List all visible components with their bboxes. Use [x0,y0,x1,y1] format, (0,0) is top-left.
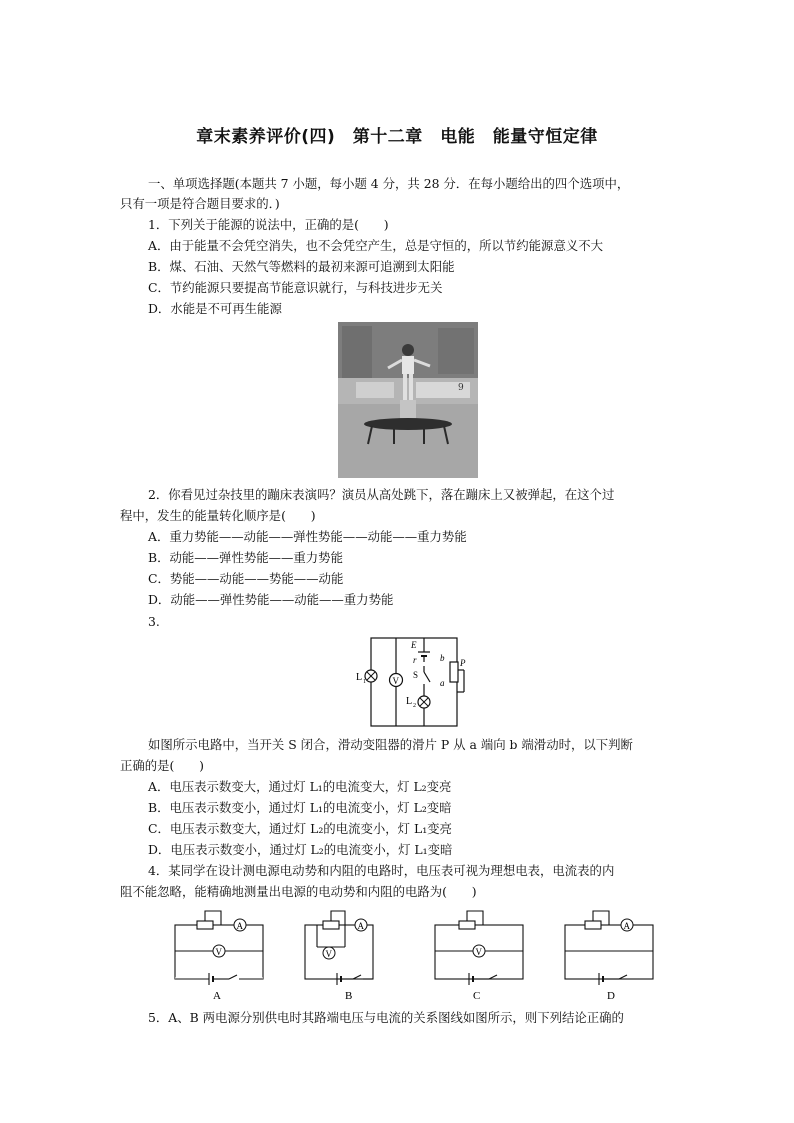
q4-b-ammeter-label: A [357,921,364,931]
section-heading-line2: 只有一项是符合题目要求的．) [120,196,280,211]
q4-b-voltmeter-label: V [325,949,332,959]
label-e: E [411,640,417,650]
q1-option-b: B．煤、石油、天然气等燃料的最初来源可追溯到太阳能 [148,259,455,274]
q5-stem: 5．A、B 两电源分别供电时其路端电压与电流的关系图线如图所示，则下列结论正确的 [148,1010,624,1025]
label-l1: L [356,672,363,683]
q2-stem-line2: 程中，发生的能量转化顺序是( ) [120,508,316,523]
label-l1-sub: 1 [363,679,366,685]
q3-option-b: B．电压表示数变小，通过灯 L₁的电流变小，灯 L₂变暗 [148,800,452,815]
q4-circuit-options [165,905,665,1005]
q3-option-d: D．电压表示数变小，通过灯 L₂的电流变小，灯 L₁变暗 [148,842,453,857]
photo-banner-text: 9 [458,383,464,393]
label-a: a [440,678,445,688]
q4-label-d: D [607,990,615,1002]
q4-label-b: B [345,990,353,1002]
rheostat-icon [450,662,458,682]
q2-option-a: A．重力势能——动能——弹性势能——动能——重力势能 [148,529,467,544]
q3-stem-line2: 正确的是( ) [120,758,205,773]
label-b: b [440,653,445,663]
q4-circuit-d [565,911,653,985]
q3-circuit-diagram [356,630,466,730]
q1-option-d: D．水能是不可再生能源 [148,301,282,316]
q4-stem-line1: 4．某同学在设计测电源电动势和内阻的电路时，电压表可视为理想电表，电流表的内 [148,863,615,878]
label-l2: L [406,696,413,707]
q3-number: 3. [148,614,160,629]
q4-c-voltmeter-label: V [475,947,482,957]
q2-option-b: B．动能——弹性势能——重力势能 [148,550,343,565]
q4-stem-line2: 阻不能忽略，能精确地测量出电源的电动势和内阻的电路为( ) [120,884,477,899]
q3-option-c: C．电压表示数变大，通过灯 L₂的电流变小，灯 L₁变亮 [148,821,452,836]
q2-option-c: C．势能——动能——势能——动能 [148,571,344,586]
label-p: P [460,658,466,668]
q1-stem: 1．下列关于能源的说法中，正确的是( ) [148,217,389,232]
q3-option-a: A．电压表示数变大，通过灯 L₁的电流变大，灯 L₂变亮 [148,779,452,794]
q2-option-d: D．动能——弹性势能——动能——重力势能 [148,592,394,607]
label-l2-sub: 2 [413,703,416,709]
section-heading-line1: 一、单项选择题(本题共 7 小题，每小题 4 分，共 28 分．在每小题给出的四个选项中， [148,176,630,191]
q4-label-c: C [473,990,481,1002]
label-r: r [413,655,417,665]
label-s: S [413,670,419,680]
page-title: 章末素养评价(四) 第十二章 电能 能量守恒定律 [196,127,598,147]
trampoline-photo-drawing [338,322,478,478]
q3-stem-line1: 如图所示电路中，当开关 S 闭合，滑动变阻器的滑片 P 从 a 端向 b 端滑动时，以下判断 [148,737,633,752]
q4-d-ammeter-label: A [623,921,630,931]
trampoline-photo [338,322,478,478]
q4-label-a: A [213,990,221,1002]
q4-a-ammeter-label: A [236,921,243,931]
q2-stem-line1: 2．你看见过杂技里的蹦床表演吗？演员从高处跳下，落在蹦床上又被弹起，在这个过 [148,487,615,502]
voltmeter-label: V [392,676,399,686]
q1-option-c: C．节约能源只要提高节能意识就行，与科技进步无关 [148,280,443,295]
q4-a-voltmeter-label: V [215,947,222,957]
q1-option-a: A．由于能量不会凭空消失，也不会凭空产生，总是守恒的，所以节约能源意义不大 [148,238,604,253]
